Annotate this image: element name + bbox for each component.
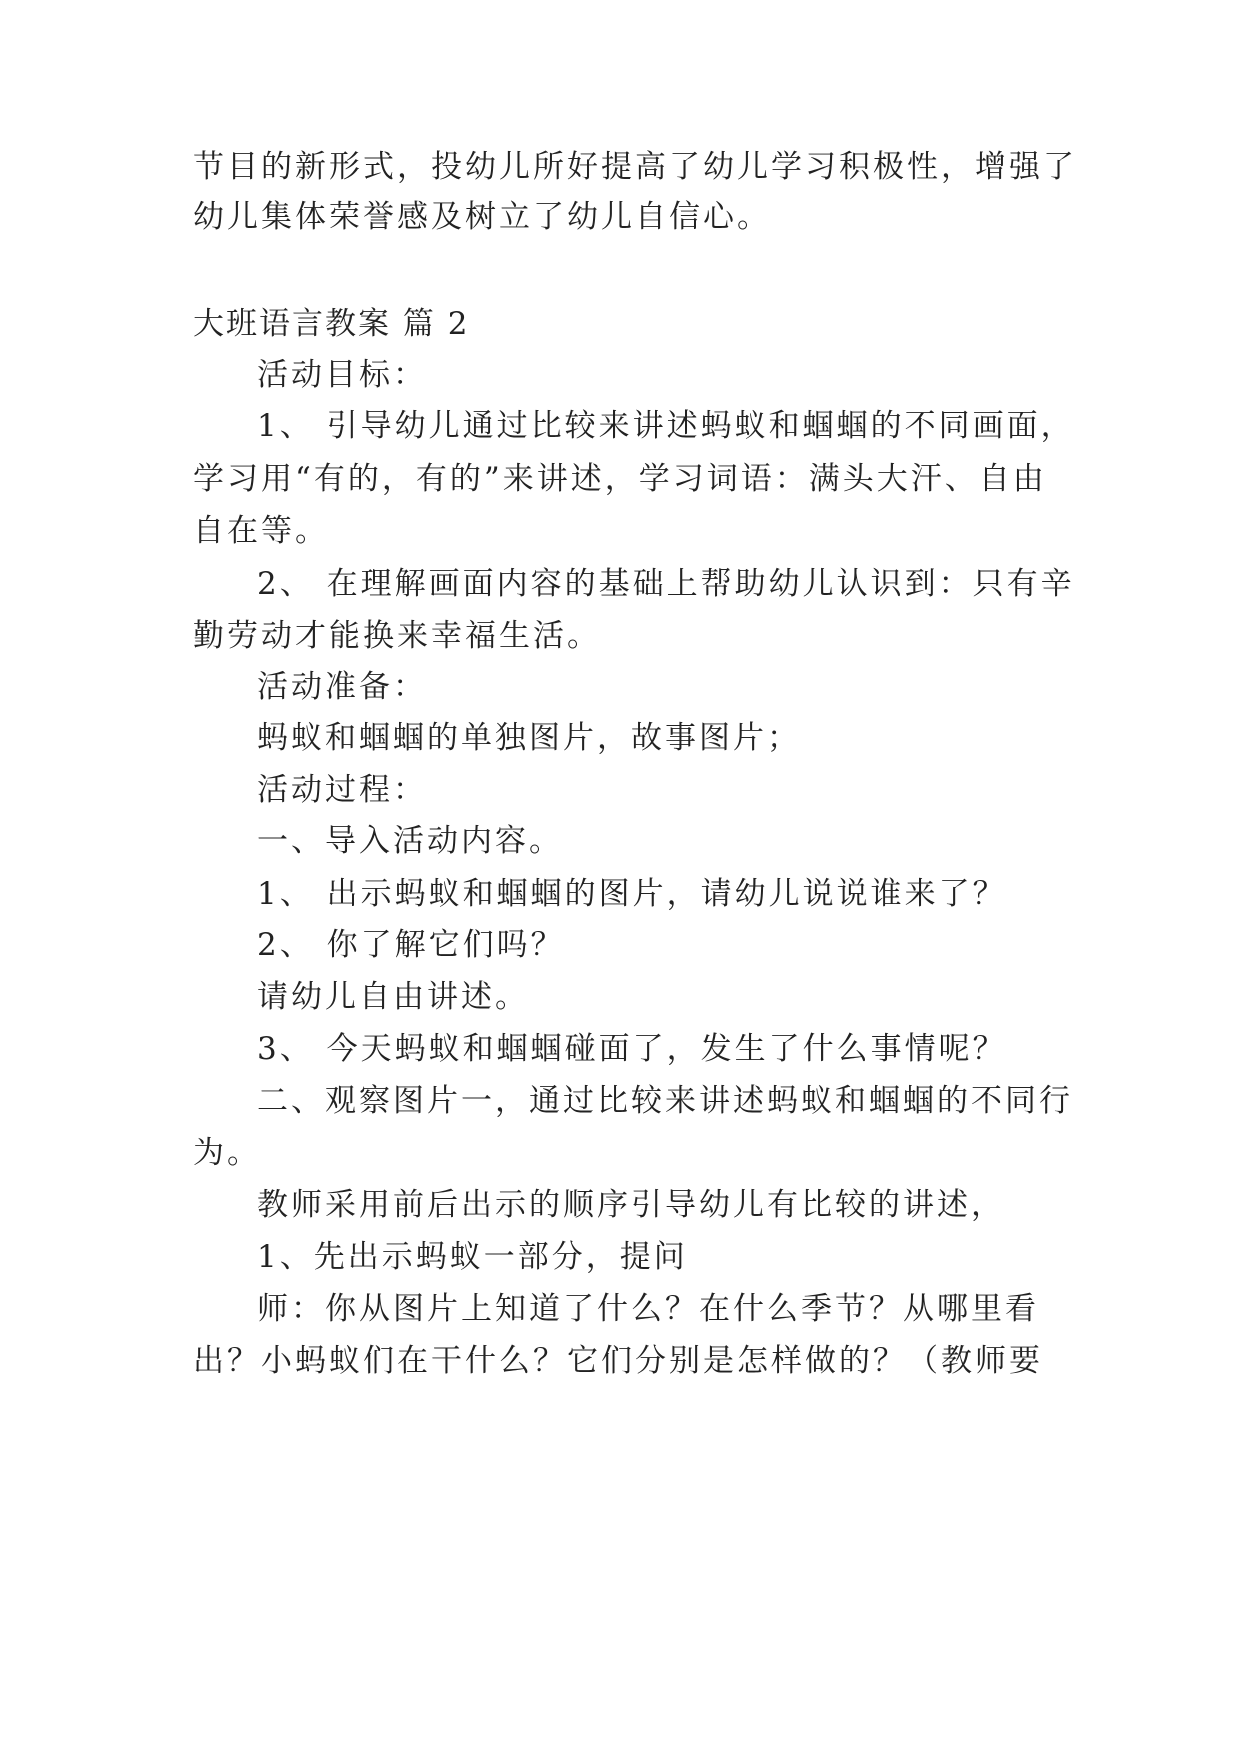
goal-1-line-3: 自在等。 xyxy=(193,513,329,549)
step-1-item-2: 2、 你了解它们吗？ xyxy=(257,927,565,963)
goal-2-line-1: 2、 在理解画面内容的基础上帮助幼儿认识到：只有辛 xyxy=(257,566,1075,602)
prep-text: 蚂蚁和蝈蝈的单独图片，故事图片； xyxy=(257,720,801,756)
section-title: 大班语言教案 篇 2 xyxy=(193,306,470,342)
step-2-item-1: 1、先出示蚂蚁一部分，提问 xyxy=(257,1239,688,1275)
teacher-method: 教师采用前后出示的顺序引导幼儿有比较的讲述， xyxy=(257,1187,1005,1223)
step-2-line-2: 为。 xyxy=(193,1135,261,1171)
step-2-line-1: 二、观察图片一，通过比较来讲述蚂蚁和蝈蝈的不同行 xyxy=(257,1083,1073,1119)
goals-heading: 活动目标： xyxy=(257,357,427,393)
goal-1-line-1: 1、 引导幼儿通过比较来讲述蚂蚁和蝈蝈的不同画面， xyxy=(257,408,1075,444)
step-1-item-3: 3、 今天蚂蚁和蝈蝈碰面了，发生了什么事情呢？ xyxy=(257,1031,1007,1067)
question-line-2: 出？小蚂蚁们在干什么？它们分别是怎样做的？（教师要 xyxy=(193,1343,1043,1379)
prep-heading: 活动准备： xyxy=(257,669,427,705)
step-1-heading: 一、导入活动内容。 xyxy=(257,823,563,859)
intro-line-1: 节目的新形式，投幼儿所好提高了幼儿学习积极性，增强了 xyxy=(193,149,1077,185)
step-1-item-1: 1、 出示蚂蚁和蝈蝈的图片，请幼儿说说谁来了？ xyxy=(257,876,1007,912)
process-heading: 活动过程： xyxy=(257,772,427,808)
goal-2-line-2: 勤劳动才能换来幸福生活。 xyxy=(193,618,601,654)
intro-line-2: 幼儿集体荣誉感及树立了幼儿自信心。 xyxy=(193,199,771,235)
step-1-free-talk: 请幼儿自由讲述。 xyxy=(257,979,529,1015)
question-line-1: 师：你从图片上知道了什么？在什么季节？从哪里看 xyxy=(257,1291,1039,1327)
goal-1-line-2: 学习用“有的，有的”来讲述，学习词语：满头大汗、自由 xyxy=(193,461,1047,497)
